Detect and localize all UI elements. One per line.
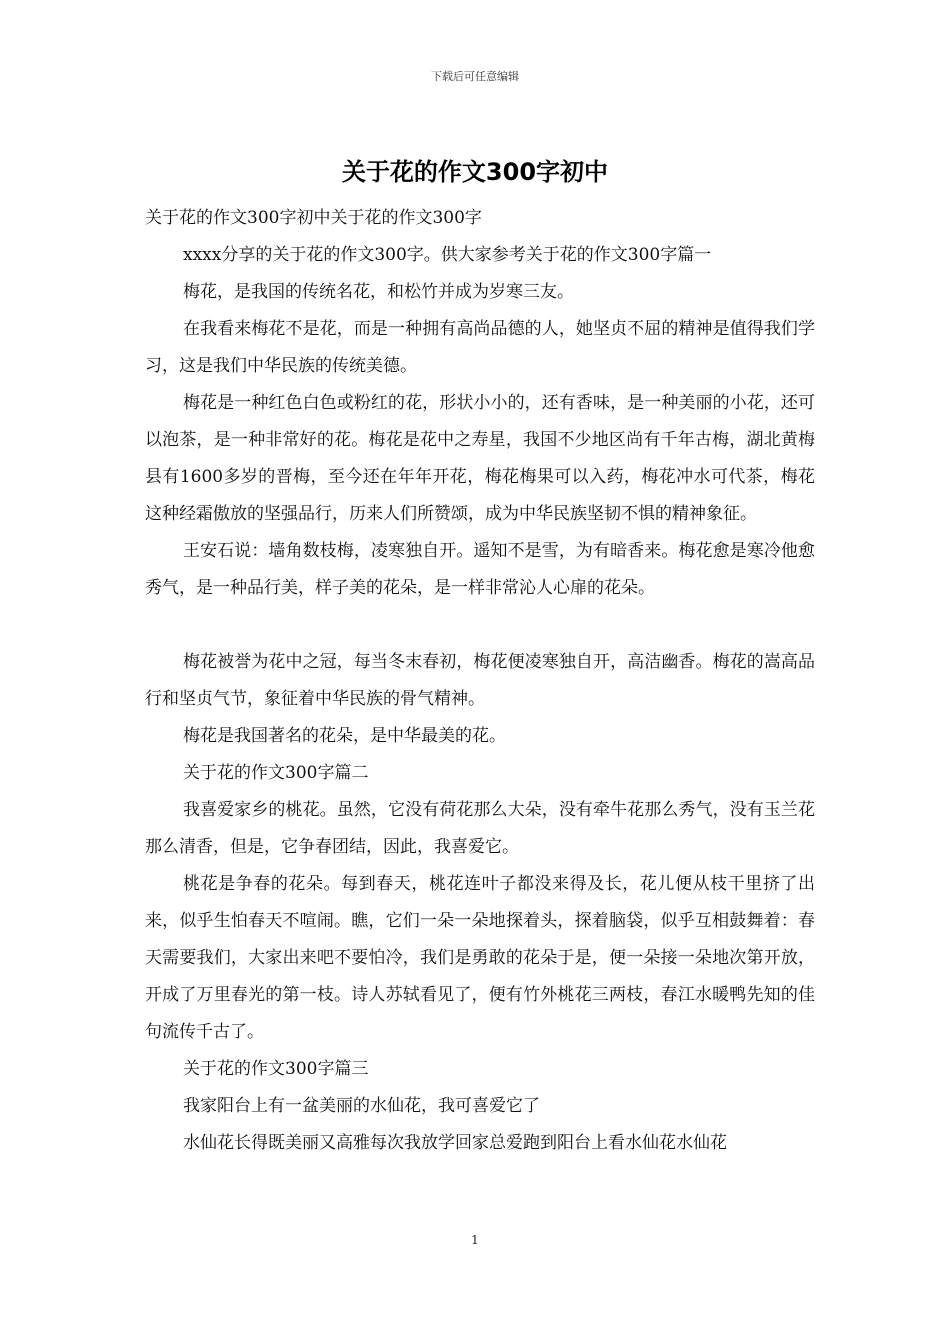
document-title: 关于花的作文300字初中 <box>341 158 609 186</box>
paragraph: 桃花是争春的花朵。每到春天，桃花连叶子都没来得及长，花儿便从枝干里挤了出来，似乎生怕春天不喧闹。瞧，它们一朵一朵地探着头，探着脑袋，似乎互相鼓舞着：春天需要我们，大家出来吧不要怕冷，我们是勇敢的花朵于是，便一朵接一朵地次第开放，开成了万里春光的第一枝。诗人苏轼看见了，便有竹外桃花三两枝，春江水暖鸭先知的佳句流传千古了。 <box>145 874 815 1042</box>
paragraph: 我家阳台上有一盆美丽的水仙花，我可喜爱它了 <box>183 1096 540 1116</box>
blank-line <box>145 607 815 644</box>
paragraph: 在我看来梅花不是花，而是一种拥有高尚品德的人，她坚贞不屈的精神是值得我们学习，这是我们中华民族的传统美德。 <box>145 319 815 376</box>
paragraph-intro: xxxx分享的关于花的作文300字。供大家参考关于花的作文300字篇一 <box>183 245 712 265</box>
paragraph: 水仙花长得既美丽又高雅每次我放学回家总爱跑到阳台上看水仙花水仙花 <box>183 1133 727 1153</box>
paragraph: 梅花被誉为花中之冠，每当冬末春初，梅花便凌寒独自开，高洁幽香。梅花的嵩高品行和坚贞气节，象征着中华民族的骨气精神。 <box>145 652 815 709</box>
paragraph-subtitle: 关于花的作文300字初中关于花的作文300字 <box>145 208 482 228</box>
paragraph: 梅花是我国著名的花朵，是中华最美的花。 <box>183 726 506 746</box>
document-body <box>145 200 815 1162</box>
section-heading: 关于花的作文300字篇二 <box>183 763 369 783</box>
paragraph: 梅花，是我国的传统名花，和松竹并成为岁寒三友。 <box>183 282 574 302</box>
page-number: 1 <box>471 1233 479 1247</box>
paragraph: 王安石说：墙角数枝梅，凌寒独自开。遥知不是雪，为有暗香来。梅花愈是寒冷他愈秀气，是一种品行美，样子美的花朵，是一样非常沁人心扉的花朵。 <box>145 541 815 598</box>
section-heading: 关于花的作文300字篇三 <box>183 1059 369 1079</box>
header-note: 下载后可任意编辑 <box>431 70 519 83</box>
paragraph: 我喜爱家乡的桃花。虽然，它没有荷花那么大朵，没有牵牛花那么秀气，没有玉兰花那么清香，但是，它争春团结，因此，我喜爱它。 <box>145 800 815 857</box>
paragraph: 梅花是一种红色白色或粉红的花，形状小小的，还有香味，是一种美丽的小花，还可以泡茶，是一种非常好的花。梅花是花中之寿星，我国不少地区尚有千年古梅，湖北黄梅县有1600多岁的晋梅，至今还在年年开花，梅花梅果可以入药，梅花冲水可代茶，梅花这种经霜傲放的坚强品行，历来人们所赞颂，成为中华民族坚韧不惧的精神象征。 <box>145 393 815 524</box>
